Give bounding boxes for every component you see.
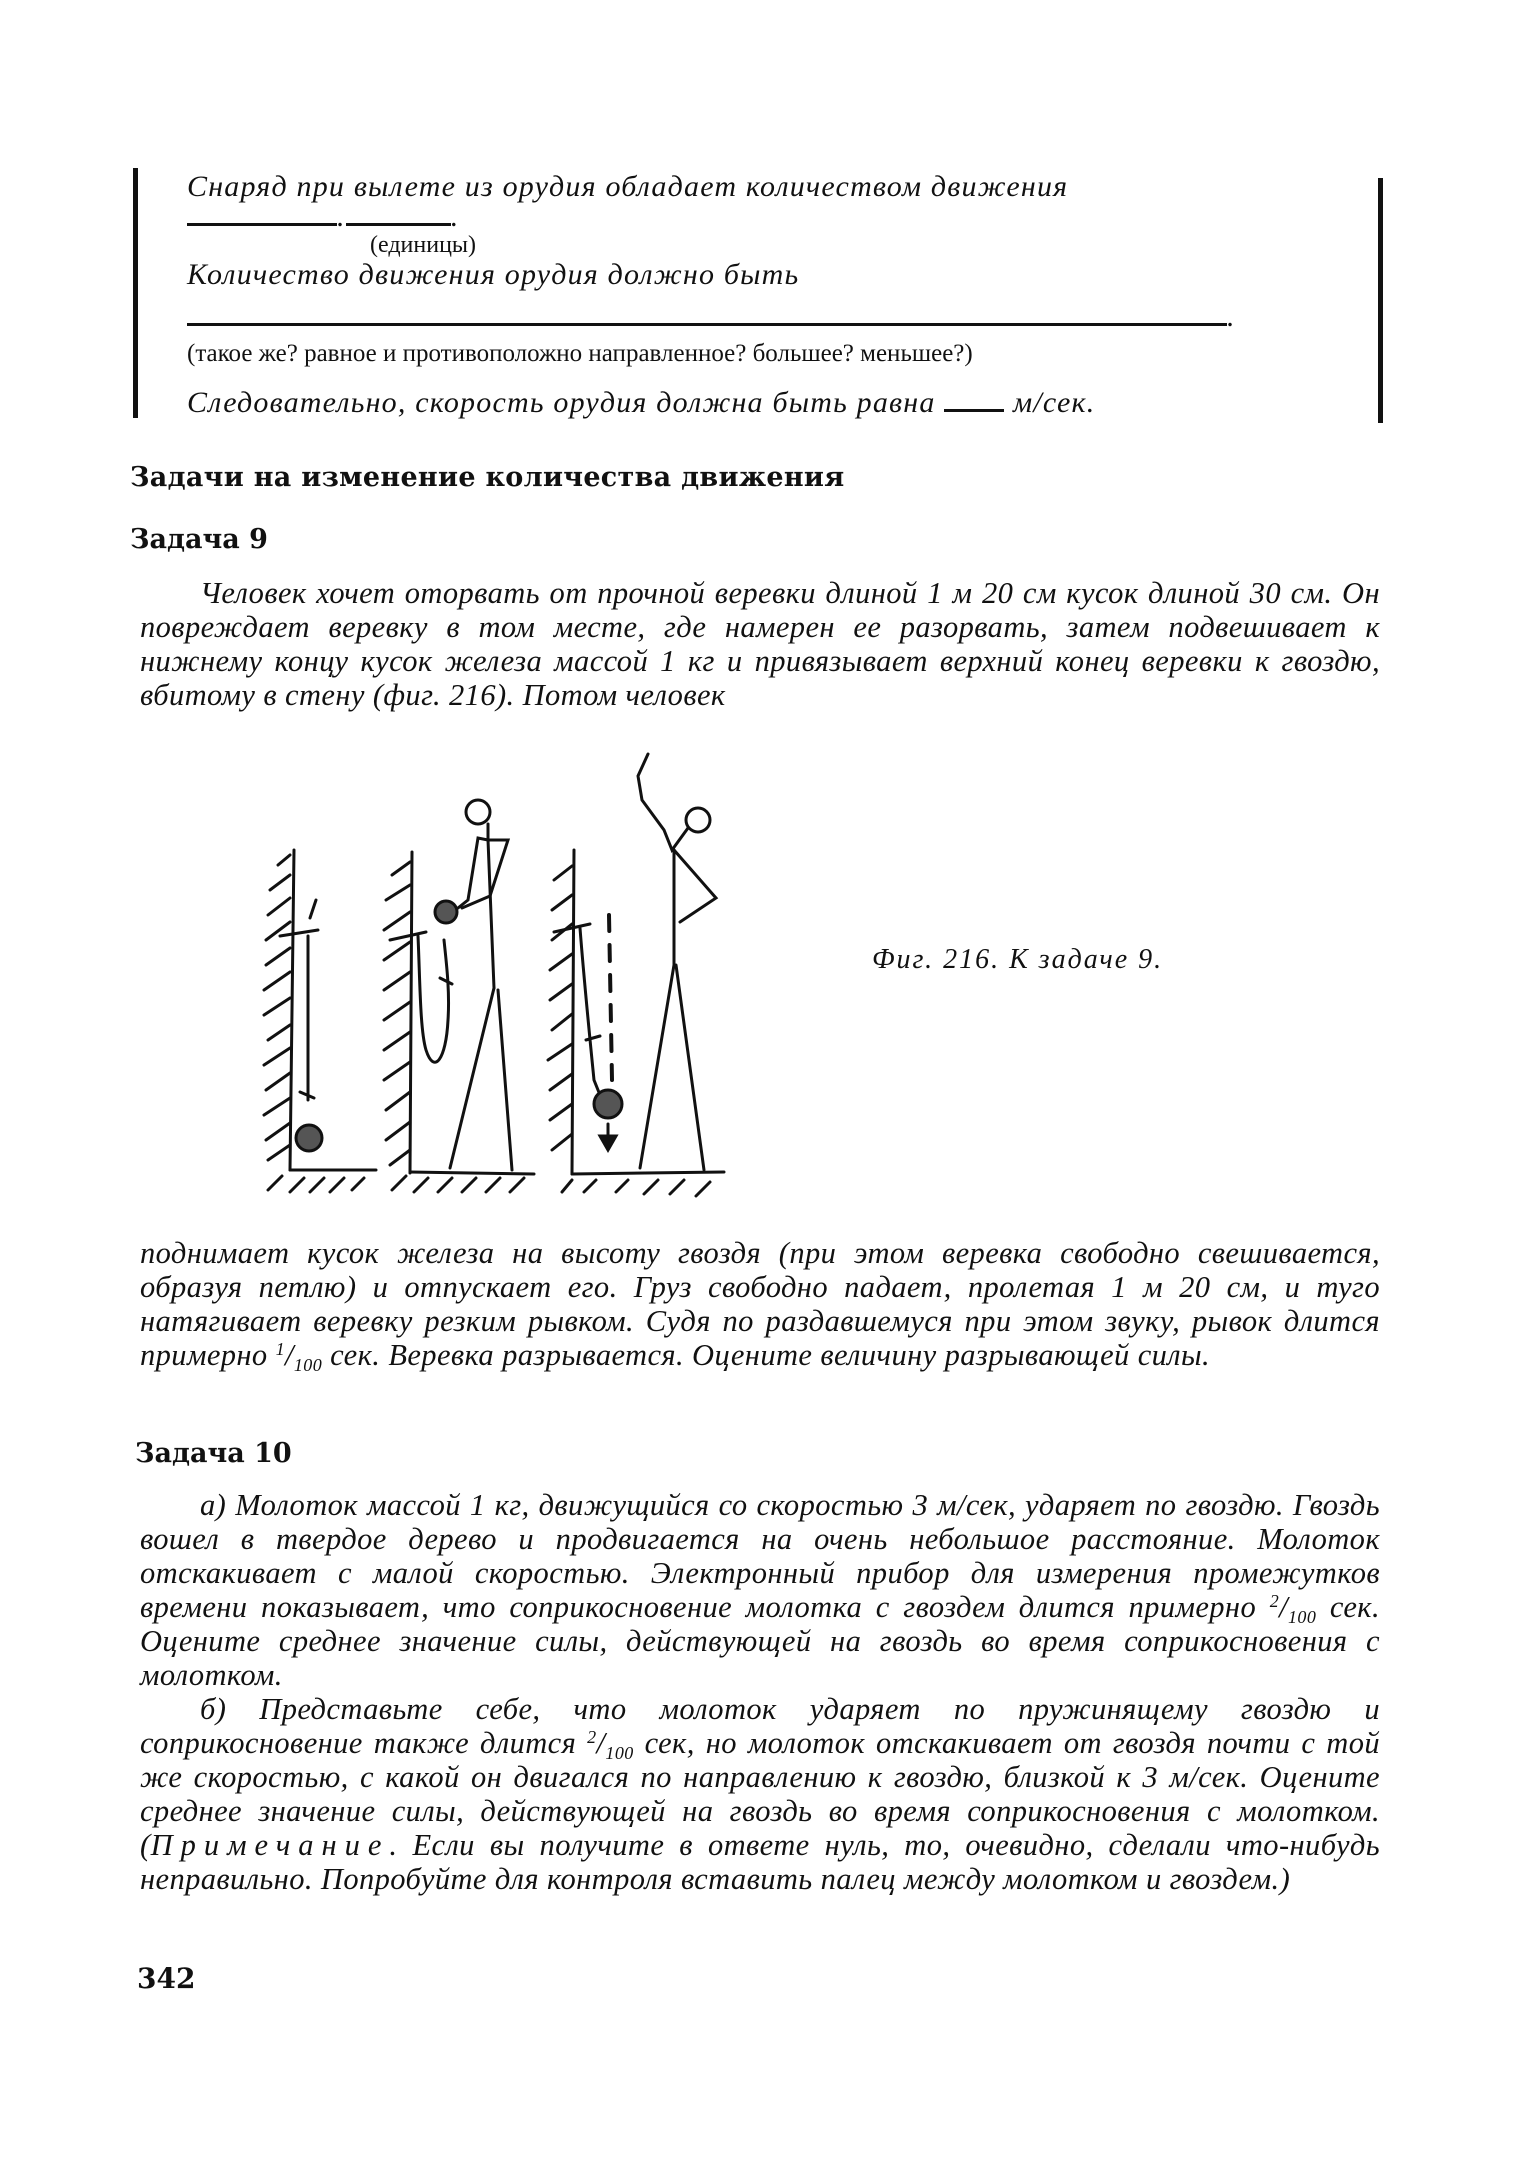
left-leg: [640, 965, 674, 1168]
wall-hatching: [548, 866, 572, 1150]
fill-line-4: [187, 300, 1236, 334]
floor-hatching: [562, 1180, 710, 1196]
wall-line: [572, 850, 574, 1174]
raised-arm: [638, 754, 688, 850]
frac-num: 2: [587, 1727, 597, 1747]
options-hint: (такое же? равное и противоположно направленное? большее? меньшее?): [187, 340, 973, 367]
panel-man-lifting: [384, 800, 534, 1192]
note-label: Примечание: [150, 1828, 390, 1862]
fill-line-5: [187, 386, 1095, 420]
figure-caption: Фиг. 216. К задаче 9.: [872, 944, 1164, 975]
blank-units[interactable]: [346, 219, 451, 226]
figure-216: [250, 740, 870, 1220]
fall-path-dashed: [609, 915, 612, 1080]
left-leg: [450, 988, 494, 1168]
page-number: 342: [137, 1962, 196, 1995]
blank-value[interactable]: [187, 219, 337, 226]
iron-weight: [435, 901, 457, 923]
task-9-text: Человек хочет оторвать от прочной веревки длиной 1 м 20 см кусок длиной 30 см. Он повреждает веревку в том месте, где намерен ее разорвать, затем подвешивает к нижнему концу кусок железа массой 1 кг и привязывает верхний конец веревки к гвоздю, вбитому в стену (фиг. 216). Потом человек: [140, 576, 1380, 712]
head: [686, 808, 710, 832]
wall-line: [410, 852, 412, 1173]
floor-hatching: [268, 1176, 364, 1192]
iron-weight: [296, 1125, 322, 1151]
part-a-text-end: сек. Оцените среднее значение силы, действующей на гвоздь во время соприкосновения с молотком.: [140, 1590, 1380, 1692]
task-9-text-cont: поднимает кусок железа на высоту гвоздя (при этом веревка свободно свешивается, образуя петлю) и отпускает его. Груз свободно падает, пролетая 1 м 20 см, и туго натягивает веревку резким рывком. Судя по раздавшемуся при этом звуку, рывок длится примерно: [140, 1236, 1380, 1372]
period: .: [1227, 300, 1236, 333]
fill-line-2: [187, 200, 459, 234]
fraction-2-100: $^2/_{100}$: [1269, 1590, 1317, 1627]
task-9-paragraph-1: [140, 576, 1380, 712]
wall-hatching: [384, 862, 410, 1165]
units-hint: (единицы): [370, 232, 477, 258]
task-9-title: Задача 9: [130, 524, 268, 555]
down-arrow-icon: [600, 1136, 616, 1150]
blank-velocity[interactable]: [944, 405, 1004, 412]
separator: .: [337, 200, 346, 233]
part-b-text-mid: сек, но молоток отскакивает от гвоздя почти с той же скоростью, с какой он двигался по направлению к гвоздю, близкой к 3 м/сек. Оцените среднее значение силы, действующей на гвоздь во время соприкосновения с молотком. (: [140, 1726, 1381, 1862]
blank-momentum-comparison[interactable]: [187, 319, 1227, 326]
frac-den: 100: [605, 1743, 634, 1763]
box-left-border: [133, 168, 138, 418]
nail: [280, 930, 318, 936]
right-leg: [676, 965, 704, 1170]
floor-line: [572, 1172, 724, 1174]
head: [466, 800, 490, 824]
floor-line: [410, 1172, 534, 1174]
period: .: [450, 200, 460, 233]
task-10-part-b: [140, 1692, 1380, 1896]
section-title: Задачи на изменение количества движения: [130, 462, 845, 493]
task-10-title: Задача 10: [135, 1438, 292, 1469]
fill-line-1: Снаряд при вылете из орудия обладает количеством движения: [187, 170, 1069, 203]
part-b-text: б) Представьте себе, что молоток ударяет по пружинящему гвоздю и соприкосновение также длится: [140, 1692, 1380, 1760]
box-right-border: [1378, 178, 1383, 423]
hip-arm: [674, 850, 716, 922]
fill-line-3: Количество движения орудия должно быть: [187, 258, 800, 291]
fraction-2-100: $^2/_{100}$: [587, 1726, 634, 1763]
fraction-1-100: $^1/_{100}$: [275, 1338, 323, 1375]
frac-den: 100: [1288, 1607, 1317, 1627]
rope-loop: [418, 936, 449, 1062]
task-10-part-a: [140, 1488, 1380, 1692]
torso: [488, 840, 494, 988]
frac-num: 1: [275, 1339, 286, 1359]
right-leg: [498, 990, 512, 1170]
frac-num: 2: [1269, 1591, 1280, 1611]
iron-weight: [594, 1090, 622, 1118]
unit: м/сек.: [1012, 386, 1096, 419]
wall-hatching: [264, 855, 290, 1160]
panel-weight-hanging: [264, 850, 376, 1192]
rope: [580, 928, 600, 1095]
part-a-text: а) Молоток массой 1 кг, движущийся со скоростью 3 м/сек, ударяет по гвоздю. Гвоздь вошел в твердое дерево и продвигается на очень небольшое расстояние. Молоток отскакивает с малой скоростью. Электронный прибор для измерения промежутков времени показывает, что соприкосновение молотка с гвоздем длится примерно: [140, 1488, 1380, 1624]
panel-weight-falling: [548, 754, 724, 1196]
part-b-text-end: . Если вы получите в ответе нуль, то, очевидно, сделали что-нибудь неправильно. Попробуйте для контроля вставить палец между молотком и гвоздем.): [140, 1828, 1380, 1896]
frac-den: 100: [293, 1355, 323, 1375]
nail: [390, 932, 426, 940]
line5-text: Следовательно, скорость орудия должна быть равна: [187, 386, 936, 419]
floor-hatching: [392, 1176, 524, 1192]
task-9-paragraph-2: [140, 1236, 1380, 1375]
task-9-text-end: сек. Веревка разрывается. Оцените величину разрывающей силы.: [330, 1338, 1211, 1372]
